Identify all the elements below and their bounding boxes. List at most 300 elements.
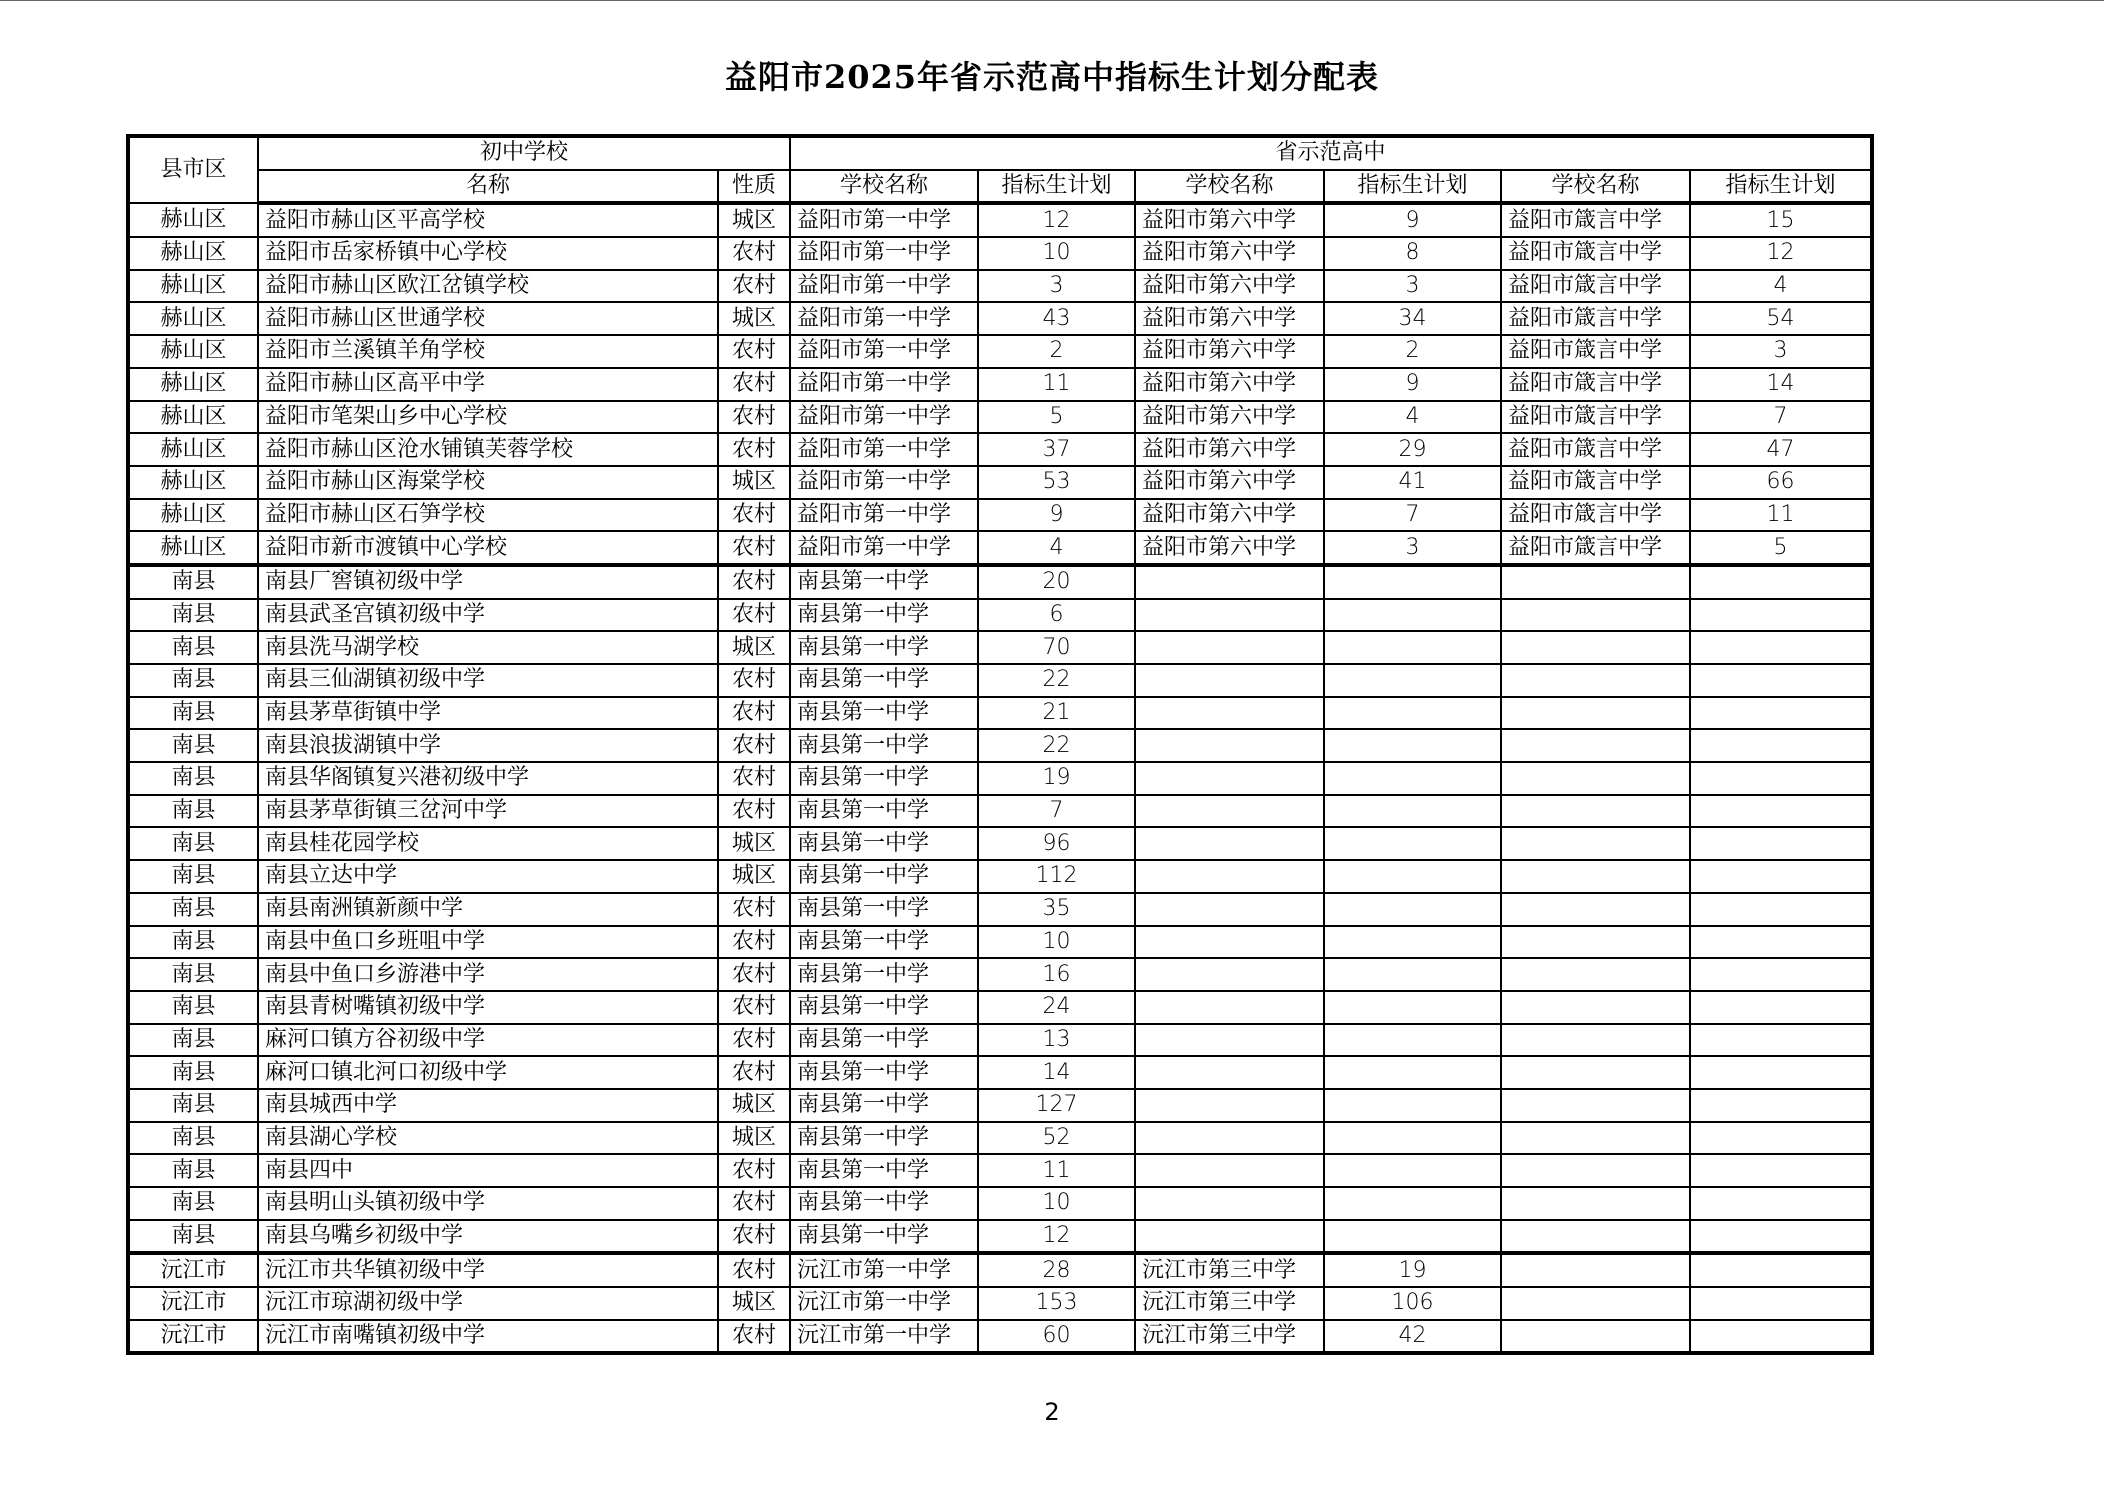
cell-nature: 农村 (718, 401, 790, 434)
cell-quota-1: 10 (978, 926, 1135, 959)
cell-quota-1: 52 (978, 1122, 1135, 1155)
cell-senior-school-1: 南县第一中学 (790, 697, 978, 730)
header-row-2 (128, 170, 1872, 204)
cell-school-name: 益阳市赫山区沧水铺镇芙蓉学校 (258, 433, 718, 466)
cell-quota-3 (1690, 729, 1872, 762)
cell-nature: 农村 (718, 1187, 790, 1220)
cell-quota-3 (1690, 1089, 1872, 1122)
cell-senior-school-1: 南县第一中学 (790, 958, 978, 991)
cell-senior-school-1: 南县第一中学 (790, 1187, 978, 1220)
cell-senior-school-2: 益阳市第六中学 (1135, 499, 1324, 532)
cell-quota-1: 2 (978, 335, 1135, 368)
cell-nature: 农村 (718, 1320, 790, 1354)
cell-quota-2: 42 (1324, 1320, 1501, 1354)
table-row (128, 368, 1872, 401)
cell-county: 赫山区 (128, 433, 258, 466)
cell-senior-school-1: 南县第一中学 (790, 1024, 978, 1057)
cell-senior-school-1: 南县第一中学 (790, 1089, 978, 1122)
cell-senior-school-3: 益阳市箴言中学 (1501, 368, 1690, 401)
cell-senior-school-2: 益阳市第六中学 (1135, 270, 1324, 303)
cell-nature: 农村 (718, 1024, 790, 1057)
cell-senior-school-3 (1501, 893, 1690, 926)
cell-quota-2 (1324, 1024, 1501, 1057)
cell-nature: 农村 (718, 697, 790, 730)
cell-senior-school-1: 益阳市第一中学 (790, 270, 978, 303)
cell-nature: 城区 (718, 302, 790, 335)
cell-quota-1: 16 (978, 958, 1135, 991)
cell-county: 赫山区 (128, 499, 258, 532)
cell-quota-3: 11 (1690, 499, 1872, 532)
cell-quota-2 (1324, 1122, 1501, 1155)
cell-senior-school-3 (1501, 599, 1690, 632)
cell-senior-school-1: 南县第一中学 (790, 565, 978, 599)
cell-school-name: 南县青树嘴镇初级中学 (258, 991, 718, 1024)
cell-county: 南县 (128, 893, 258, 926)
table-row (128, 697, 1872, 730)
cell-senior-school-3: 益阳市箴言中学 (1501, 531, 1690, 565)
cell-school-name: 益阳市赫山区石笋学校 (258, 499, 718, 532)
table-row (128, 1320, 1872, 1354)
cell-senior-school-2 (1135, 729, 1324, 762)
cell-senior-school-1: 益阳市第一中学 (790, 433, 978, 466)
cell-school-name: 益阳市新市渡镇中心学校 (258, 531, 718, 565)
table-row (128, 1056, 1872, 1089)
cell-school-name: 南县四中 (258, 1154, 718, 1187)
cell-school-name: 南县三仙湖镇初级中学 (258, 664, 718, 697)
cell-senior-school-3 (1501, 1089, 1690, 1122)
cell-quota-1: 60 (978, 1320, 1135, 1354)
cell-senior-school-2 (1135, 926, 1324, 959)
cell-school-name: 南县南洲镇新颜中学 (258, 893, 718, 926)
cell-senior-school-3: 益阳市箴言中学 (1501, 466, 1690, 499)
cell-county: 南县 (128, 599, 258, 632)
cell-senior-school-3: 益阳市箴言中学 (1501, 499, 1690, 532)
cell-school-name: 益阳市岳家桥镇中心学校 (258, 237, 718, 270)
table-row (128, 1220, 1872, 1254)
cell-quota-2 (1324, 762, 1501, 795)
cell-senior-school-3: 益阳市箴言中学 (1501, 433, 1690, 466)
cell-quota-2 (1324, 1187, 1501, 1220)
cell-senior-school-2 (1135, 1089, 1324, 1122)
cell-school-name: 南县桂花园学校 (258, 827, 718, 860)
cell-senior-school-3 (1501, 991, 1690, 1024)
header-school-name-2: 学校名称 (1135, 170, 1324, 204)
cell-nature: 农村 (718, 237, 790, 270)
cell-nature: 农村 (718, 1154, 790, 1187)
cell-quota-3 (1690, 599, 1872, 632)
cell-county: 南县 (128, 827, 258, 860)
cell-school-name: 南县湖心学校 (258, 1122, 718, 1155)
cell-quota-1: 12 (978, 203, 1135, 237)
cell-senior-school-2 (1135, 664, 1324, 697)
cell-senior-school-2: 益阳市第六中学 (1135, 368, 1324, 401)
cell-county: 南县 (128, 958, 258, 991)
cell-quota-3: 14 (1690, 368, 1872, 401)
cell-county: 赫山区 (128, 203, 258, 237)
table-row (128, 499, 1872, 532)
cell-quota-2 (1324, 599, 1501, 632)
cell-senior-school-3 (1501, 1253, 1690, 1287)
cell-senior-school-3 (1501, 1122, 1690, 1155)
cell-quota-2: 41 (1324, 466, 1501, 499)
cell-quota-1: 14 (978, 1056, 1135, 1089)
cell-school-name: 麻河口镇方谷初级中学 (258, 1024, 718, 1057)
cell-quota-3 (1690, 664, 1872, 697)
cell-senior-school-2 (1135, 1122, 1324, 1155)
cell-senior-school-1: 益阳市第一中学 (790, 237, 978, 270)
table-row (128, 958, 1872, 991)
cell-senior-school-1: 南县第一中学 (790, 729, 978, 762)
cell-quota-3 (1690, 1122, 1872, 1155)
cell-quota-1: 22 (978, 664, 1135, 697)
cell-nature: 城区 (718, 466, 790, 499)
cell-senior-school-2: 益阳市第六中学 (1135, 203, 1324, 237)
cell-nature: 农村 (718, 893, 790, 926)
cell-school-name: 益阳市赫山区海棠学校 (258, 466, 718, 499)
cell-senior-school-3 (1501, 729, 1690, 762)
cell-senior-school-1: 南县第一中学 (790, 991, 978, 1024)
cell-quota-3 (1690, 991, 1872, 1024)
cell-quota-3 (1690, 958, 1872, 991)
cell-nature: 农村 (718, 499, 790, 532)
cell-quota-2 (1324, 893, 1501, 926)
cell-quota-3: 66 (1690, 466, 1872, 499)
cell-county: 南县 (128, 1122, 258, 1155)
cell-quota-1: 96 (978, 827, 1135, 860)
cell-quota-3 (1690, 1154, 1872, 1187)
cell-quota-1: 6 (978, 599, 1135, 632)
table-row (128, 203, 1872, 237)
cell-senior-school-3 (1501, 762, 1690, 795)
cell-senior-school-2 (1135, 893, 1324, 926)
cell-school-name: 南县茅草街镇三岔河中学 (258, 795, 718, 828)
table-row (128, 860, 1872, 893)
cell-county: 南县 (128, 926, 258, 959)
cell-senior-school-3: 益阳市箴言中学 (1501, 302, 1690, 335)
cell-nature: 城区 (718, 1287, 790, 1320)
cell-quota-1: 4 (978, 531, 1135, 565)
cell-senior-school-3: 益阳市箴言中学 (1501, 335, 1690, 368)
cell-nature: 农村 (718, 270, 790, 303)
cell-senior-school-3: 益阳市箴言中学 (1501, 237, 1690, 270)
cell-senior-school-2: 沅江市第三中学 (1135, 1287, 1324, 1320)
cell-nature: 农村 (718, 762, 790, 795)
cell-senior-school-3 (1501, 1024, 1690, 1057)
cell-quota-2 (1324, 565, 1501, 599)
cell-senior-school-2: 益阳市第六中学 (1135, 335, 1324, 368)
cell-senior-school-1: 南县第一中学 (790, 893, 978, 926)
quota-table (126, 134, 1874, 1355)
header-nature: 性质 (718, 170, 790, 204)
cell-senior-school-1: 益阳市第一中学 (790, 203, 978, 237)
cell-county: 南县 (128, 729, 258, 762)
cell-senior-school-2: 沅江市第三中学 (1135, 1320, 1324, 1354)
cell-quota-2 (1324, 991, 1501, 1024)
cell-quota-3 (1690, 697, 1872, 730)
cell-senior-school-2 (1135, 697, 1324, 730)
cell-quota-3: 3 (1690, 335, 1872, 368)
cell-quota-2: 9 (1324, 368, 1501, 401)
cell-school-name: 益阳市笔架山乡中心学校 (258, 401, 718, 434)
cell-quota-1: 11 (978, 368, 1135, 401)
header-school-name-3: 学校名称 (1501, 170, 1690, 204)
cell-senior-school-3 (1501, 860, 1690, 893)
cell-school-name: 南县浪拔湖镇中学 (258, 729, 718, 762)
cell-senior-school-3 (1501, 795, 1690, 828)
cell-quota-2 (1324, 729, 1501, 762)
cell-quota-2: 4 (1324, 401, 1501, 434)
cell-quota-2: 9 (1324, 203, 1501, 237)
cell-senior-school-2 (1135, 762, 1324, 795)
cell-nature: 农村 (718, 599, 790, 632)
cell-nature: 城区 (718, 203, 790, 237)
header-school-name-1: 学校名称 (790, 170, 978, 204)
cell-nature: 农村 (718, 565, 790, 599)
cell-school-name: 南县武圣宫镇初级中学 (258, 599, 718, 632)
cell-quota-3 (1690, 631, 1872, 664)
cell-quota-1: 127 (978, 1089, 1135, 1122)
cell-county: 赫山区 (128, 237, 258, 270)
table-row (128, 237, 1872, 270)
table-row (128, 1287, 1872, 1320)
cell-county: 南县 (128, 1089, 258, 1122)
cell-quota-3 (1690, 795, 1872, 828)
cell-quota-1: 7 (978, 795, 1135, 828)
cell-senior-school-3 (1501, 664, 1690, 697)
cell-nature: 农村 (718, 368, 790, 401)
cell-nature: 城区 (718, 1089, 790, 1122)
cell-senior-school-3 (1501, 1056, 1690, 1089)
table-row (128, 565, 1872, 599)
cell-senior-school-3 (1501, 1320, 1690, 1354)
cell-quota-1: 13 (978, 1024, 1135, 1057)
cell-senior-school-2 (1135, 1154, 1324, 1187)
cell-quota-1: 24 (978, 991, 1135, 1024)
cell-school-name: 南县明山头镇初级中学 (258, 1187, 718, 1220)
cell-nature: 城区 (718, 860, 790, 893)
cell-quota-3: 12 (1690, 237, 1872, 270)
cell-quota-2 (1324, 860, 1501, 893)
cell-county: 沅江市 (128, 1320, 258, 1354)
cell-quota-2 (1324, 1089, 1501, 1122)
cell-county: 南县 (128, 1154, 258, 1187)
cell-senior-school-2 (1135, 599, 1324, 632)
cell-school-name: 南县乌嘴乡初级中学 (258, 1220, 718, 1254)
cell-quota-1: 20 (978, 565, 1135, 599)
cell-county: 赫山区 (128, 531, 258, 565)
cell-senior-school-2: 益阳市第六中学 (1135, 401, 1324, 434)
cell-quota-1: 3 (978, 270, 1135, 303)
table-row (128, 466, 1872, 499)
table-row (128, 631, 1872, 664)
cell-nature: 农村 (718, 531, 790, 565)
cell-school-name: 益阳市赫山区世通学校 (258, 302, 718, 335)
cell-county: 沅江市 (128, 1253, 258, 1287)
header-quota-3: 指标生计划 (1690, 170, 1872, 204)
cell-quota-2 (1324, 664, 1501, 697)
cell-quota-2 (1324, 827, 1501, 860)
cell-quota-2: 8 (1324, 237, 1501, 270)
cell-senior-school-1: 南县第一中学 (790, 860, 978, 893)
cell-senior-school-2: 益阳市第六中学 (1135, 237, 1324, 270)
cell-county: 南县 (128, 991, 258, 1024)
table-row (128, 893, 1872, 926)
header-row-1 (128, 136, 1872, 170)
cell-senior-school-2 (1135, 958, 1324, 991)
cell-senior-school-2 (1135, 860, 1324, 893)
cell-nature: 农村 (718, 1056, 790, 1089)
table-row (128, 827, 1872, 860)
cell-county: 南县 (128, 762, 258, 795)
cell-quota-2 (1324, 958, 1501, 991)
cell-quota-1: 70 (978, 631, 1135, 664)
cell-senior-school-3 (1501, 1154, 1690, 1187)
cell-quota-3: 7 (1690, 401, 1872, 434)
cell-quota-3 (1690, 893, 1872, 926)
cell-quota-2: 7 (1324, 499, 1501, 532)
header-name: 名称 (258, 170, 718, 204)
table-row (128, 762, 1872, 795)
cell-quota-2 (1324, 1056, 1501, 1089)
cell-senior-school-1: 南县第一中学 (790, 762, 978, 795)
cell-senior-school-1: 沅江市第一中学 (790, 1320, 978, 1354)
table-row (128, 1089, 1872, 1122)
cell-senior-school-3 (1501, 926, 1690, 959)
cell-senior-school-2: 益阳市第六中学 (1135, 302, 1324, 335)
cell-senior-school-2 (1135, 827, 1324, 860)
cell-senior-school-1: 南县第一中学 (790, 926, 978, 959)
cell-nature: 农村 (718, 433, 790, 466)
cell-senior-school-1: 南县第一中学 (790, 1220, 978, 1254)
cell-senior-school-1: 益阳市第一中学 (790, 531, 978, 565)
header-junior-school: 初中学校 (258, 136, 790, 170)
cell-nature: 农村 (718, 991, 790, 1024)
cell-senior-school-2 (1135, 1056, 1324, 1089)
cell-nature: 农村 (718, 926, 790, 959)
cell-senior-school-1: 南县第一中学 (790, 795, 978, 828)
cell-school-name: 沅江市共华镇初级中学 (258, 1253, 718, 1287)
header-quota-2: 指标生计划 (1324, 170, 1501, 204)
cell-senior-school-2: 沅江市第三中学 (1135, 1253, 1324, 1287)
cell-quota-3 (1690, 565, 1872, 599)
page-top-border (0, 0, 2104, 1)
cell-school-name: 益阳市兰溪镇羊角学校 (258, 335, 718, 368)
header-senior-school: 省示范高中 (790, 136, 1872, 170)
cell-senior-school-1: 南县第一中学 (790, 631, 978, 664)
cell-quota-1: 10 (978, 237, 1135, 270)
cell-school-name: 南县厂窖镇初级中学 (258, 565, 718, 599)
cell-quota-3: 5 (1690, 531, 1872, 565)
cell-quota-2 (1324, 1220, 1501, 1254)
cell-senior-school-2: 益阳市第六中学 (1135, 466, 1324, 499)
table-row (128, 926, 1872, 959)
cell-senior-school-1: 益阳市第一中学 (790, 499, 978, 532)
cell-quota-2 (1324, 631, 1501, 664)
cell-county: 沅江市 (128, 1287, 258, 1320)
table-row (128, 1122, 1872, 1155)
cell-county: 南县 (128, 664, 258, 697)
cell-county: 南县 (128, 1056, 258, 1089)
table-row (128, 531, 1872, 565)
cell-county: 赫山区 (128, 335, 258, 368)
cell-senior-school-2 (1135, 565, 1324, 599)
cell-county: 赫山区 (128, 401, 258, 434)
cell-senior-school-1: 南县第一中学 (790, 827, 978, 860)
cell-nature: 农村 (718, 729, 790, 762)
cell-quota-1: 21 (978, 697, 1135, 730)
cell-senior-school-3: 益阳市箴言中学 (1501, 401, 1690, 434)
cell-quota-2: 29 (1324, 433, 1501, 466)
cell-quota-1: 35 (978, 893, 1135, 926)
cell-quota-2 (1324, 1154, 1501, 1187)
cell-senior-school-1: 南县第一中学 (790, 1122, 978, 1155)
cell-senior-school-1: 南县第一中学 (790, 599, 978, 632)
cell-quota-2: 2 (1324, 335, 1501, 368)
cell-senior-school-1: 益阳市第一中学 (790, 335, 978, 368)
cell-quota-1: 9 (978, 499, 1135, 532)
table-row (128, 1024, 1872, 1057)
cell-county: 赫山区 (128, 302, 258, 335)
cell-quota-2: 106 (1324, 1287, 1501, 1320)
cell-quota-3 (1690, 1056, 1872, 1089)
cell-county: 南县 (128, 1187, 258, 1220)
cell-quota-1: 53 (978, 466, 1135, 499)
cell-nature: 农村 (718, 335, 790, 368)
cell-quota-2: 3 (1324, 270, 1501, 303)
table-row (128, 729, 1872, 762)
cell-nature: 城区 (718, 827, 790, 860)
table-row (128, 270, 1872, 303)
cell-school-name: 益阳市赫山区高平中学 (258, 368, 718, 401)
cell-quota-1: 5 (978, 401, 1135, 434)
cell-senior-school-1: 益阳市第一中学 (790, 368, 978, 401)
cell-quota-1: 37 (978, 433, 1135, 466)
cell-quota-3: 54 (1690, 302, 1872, 335)
cell-school-name: 沅江市南嘴镇初级中学 (258, 1320, 718, 1354)
cell-nature: 城区 (718, 631, 790, 664)
table-row (128, 599, 1872, 632)
cell-school-name: 南县茅草街镇中学 (258, 697, 718, 730)
cell-school-name: 麻河口镇北河口初级中学 (258, 1056, 718, 1089)
table-row (128, 1187, 1872, 1220)
cell-senior-school-3 (1501, 958, 1690, 991)
cell-school-name: 南县城西中学 (258, 1089, 718, 1122)
cell-quota-2 (1324, 795, 1501, 828)
table-row (128, 1154, 1872, 1187)
cell-quota-1: 28 (978, 1253, 1135, 1287)
page-title: 益阳市2025年省示范高中指标生计划分配表 (724, 58, 1380, 96)
cell-senior-school-1: 益阳市第一中学 (790, 302, 978, 335)
cell-senior-school-3 (1501, 631, 1690, 664)
cell-county: 赫山区 (128, 270, 258, 303)
cell-quota-1: 22 (978, 729, 1135, 762)
cell-senior-school-3 (1501, 1287, 1690, 1320)
cell-nature: 农村 (718, 795, 790, 828)
cell-senior-school-3 (1501, 697, 1690, 730)
cell-county: 赫山区 (128, 466, 258, 499)
table-row (128, 302, 1872, 335)
cell-senior-school-2 (1135, 1024, 1324, 1057)
cell-senior-school-1: 沅江市第一中学 (790, 1253, 978, 1287)
cell-quota-3 (1690, 1320, 1872, 1354)
cell-school-name: 益阳市赫山区欧江岔镇学校 (258, 270, 718, 303)
cell-school-name: 南县洗马湖学校 (258, 631, 718, 664)
cell-nature: 农村 (718, 664, 790, 697)
cell-nature: 农村 (718, 1253, 790, 1287)
cell-nature: 农村 (718, 1220, 790, 1254)
cell-quota-3 (1690, 860, 1872, 893)
cell-quota-2 (1324, 697, 1501, 730)
